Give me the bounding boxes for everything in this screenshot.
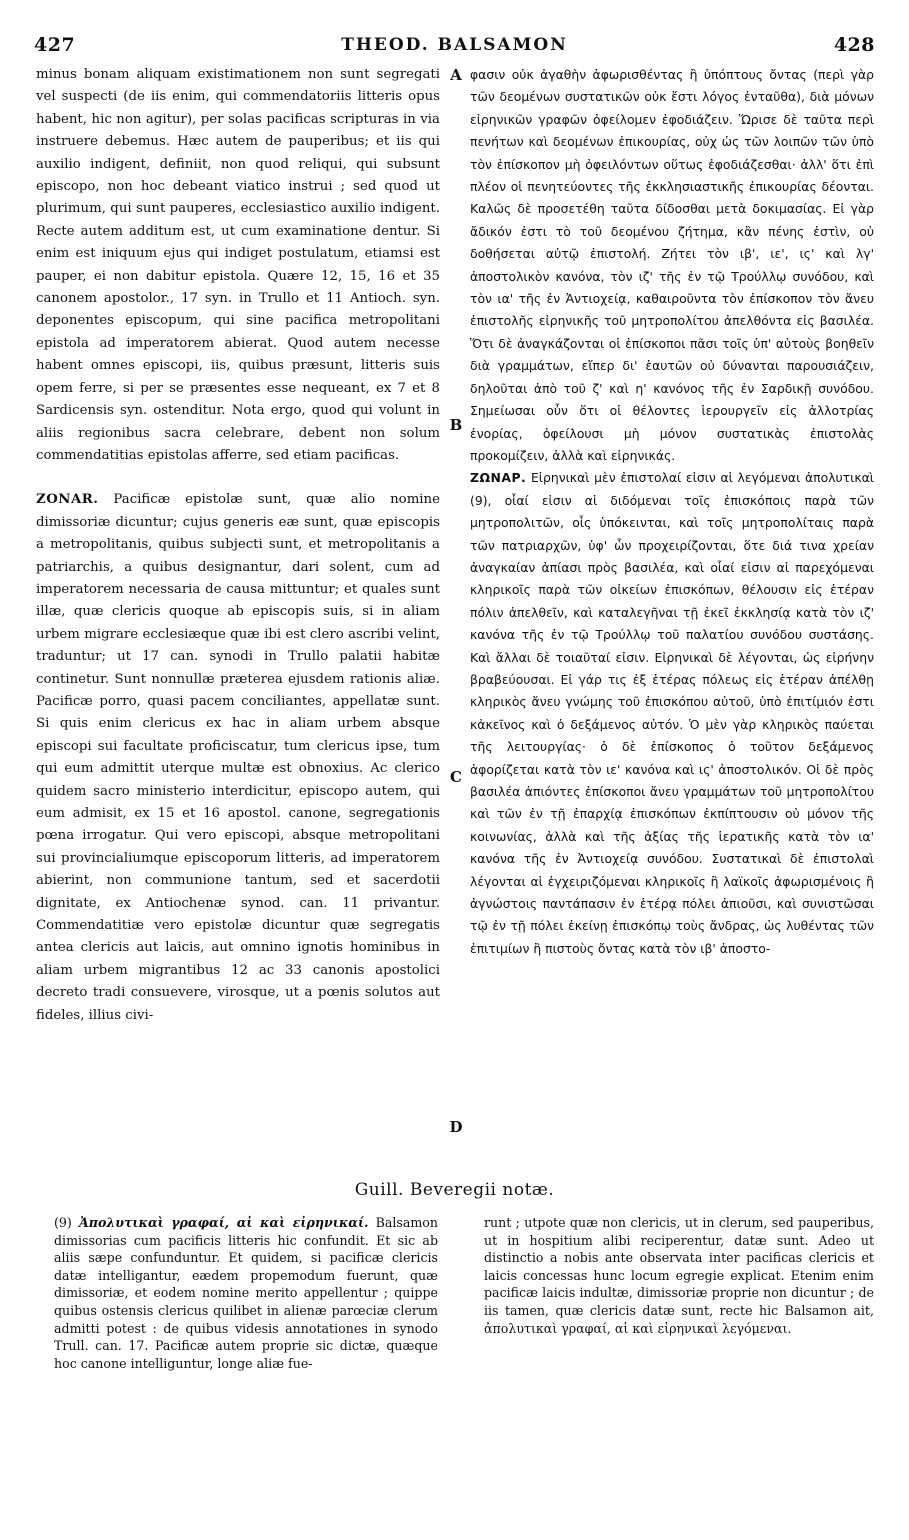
page-number-right: 428: [833, 34, 875, 56]
greek-column: [470, 64, 874, 960]
latin-zonaras-lead: ZONAR.: [36, 492, 99, 508]
greek-zonaras-lead: ΖΩΝΑΡ.: [470, 470, 527, 486]
notes-left-column: [54, 1214, 438, 1372]
running-head: [34, 34, 875, 58]
greek-paragraph-1: φασιν οὐκ ἀγαθὴν ἀφωρισθέντας ἢ ὑπόπτους ὄντας (περὶ γὰρ τῶν δεομένων συστατικῶν οὐκ ἔστι λόγος ἐνταῦθα), διὰ μόνων εἰρηνικῶν γραφῶν ὀφείλομεν ἐφοδιάζειν. Ὥρισε δὲ ταῦτα περὶ πενήτων καὶ δεομένων ἐπικουρίας, οὐχ ὡς τῶν λοιπῶν τῶν ὑπὸ τὸν ἐπίσκοπον μὴ ὀφειλόντων οὕτως ἐφοδιάζεσθαι· ἀλλ' ὅτι ἐπὶ πλέον οἱ πενητεύοντες τῆς ἐκκλησιαστικῆς ἐπικουρίας δέονται. Καλῶς δὲ προσετέθη ταῦτα δίδοσθαι μετὰ δοκιμασίας. Εἰ γὰρ ἄδικόν ἐστι τὸ τοῦ δεομένου ζήτημα, κἂν πένης ἐστὶν, οὐ δοθήσεται αὐτῷ ἐπιστολή. Ζήτει τὸν ιβ', ιε', ις' καὶ λγ' ἀποστολικὸν κανόνα, τὸν ιζ' τῆς ἐν τῷ Τρούλλῳ συνόδου, καὶ τὸν ια' τῆς ἐν Ἀντιοχείᾳ, καθαιροῦντα τὸν ἐπίσκοπον τὸν ἄνευ ἐπιστολῆς εἰρηνικῆς τοῦ μητροπολίτου ἀπελθόντα εἰς βασιλέα. Ὅτι δὲ ἀναγκάζονται οἱ ἐπίσκοποι πᾶσι τοῖς ὑπ' αὐτοὺς βοηθεῖν διὰ γραμμάτων, εἴπερ δι' ἑαυτῶν οὐ δύνανται παρουσιάζειν, δηλοῦται ἀπὸ τοῦ ζ' καὶ η' κανόνος τῆς ἐν Σαρδικῇ συνόδου. Σημείωσαι οὖν ὅτι οἱ θέλοντες ἱερουργεῖν εἰς ἀλλοτρίας ἐνορίας, ὀφείλουσι μὴ μόνον συστατικὰς ἐπιστολὰς προκομίζειν, ἀλλὰ καὶ εἰρηνικάς.: [470, 67, 874, 463]
margin-marker-c: C: [450, 768, 462, 786]
notes-heading: Guill. Beveregii notæ.: [354, 1180, 555, 1200]
margin-marker-b: B: [449, 416, 463, 434]
greek-paragraph-2-text: Εἰρηνικαὶ μὲν ἐπιστολαί εἰσιν αἱ λεγόμεναι ἀπολυτικαὶ (9), οἷαί εἰσιν αἱ διδόμεναι τοῖς ἐπισκόποις παρὰ τῶν μητροπολιτῶν, οἷς ὑπόκεινται, καὶ τοῖς μητροπολίταις παρὰ τῶν πατριαρχῶν, ὑφ' ὧν προχειρίζονται, ὅτε διά τινα χρείαν ἀναγκαίαν ἀπίασι πρὸς βασιλέα, καὶ οἷαί εἰσιν αἱ παρεχόμεναι κληρικοῖς παρὰ τῶν οἰκείων ἐπισκόπων, θέλουσιν εἰς ἑτέραν πόλιν ἀπελθεῖν, καὶ καταλεγῆναι τῇ ἐκεῖ ἐκκλησίᾳ κατὰ τὸν ιζ' κανόνα τῆς ἐν τῷ Τρούλλῳ τοῦ παλατίου συνόδου συστάσης. Καὶ ἄλλαι δὲ τοιαῦταί εἰσιν. Εἰρηνικαὶ δὲ λέγονται, ὡς εἰρήνην βραβεύουσαι. Εἰ γάρ τις ἐξ ἑτέρας πόλεως εἰς ἑτέραν ἀπέλθῃ κληρικὸς ἄνευ γνώμης τοῦ ἐπισκόπου αὐτοῦ, ὑπὸ ἐπιτίμιόν ἐστι κἀκεῖνος καὶ ὁ δεξάμενος αὐτόν. Ὁ μὲν γὰρ κληρικὸς παύεται τῆς λειτουργίας· ὁ δὲ ἐπίσκοπος ὁ τοῦτον δεξάμενος ἀφορίζεται κατὰ τὸν ιε' κανόνα καὶ ις' ἀποστολικόν. Οἱ δὲ πρὸς βασιλέα ἀπιόντες ἐπίσκοποι ἄνευ γραμμάτων τοῦ μητροπολίτου καὶ τῶν ἐν τῇ ἐπαρχίᾳ ἐπισκόπων ἐκπίπτουσιν οὐ μόνον τῆς κοινωνίας, ἀλλὰ καὶ τῆς ἀξίας τῆς ἱερατικῆς κατὰ τὸν ια' κανόνα τῆς ἐν Ἀντιοχείᾳ συνόδου. Συστατικαὶ δὲ ἐπιστολαὶ λέγονται αἱ ἐγχειριζόμεναι κληρικοῖς ἢ λαϊκοῖς ἀφωρισμένοις ἢ ἀγνώστοις παντάπασιν ἐν ἑτέρᾳ πόλει ἀπιοῦσι, καὶ συνιστῶσαι τῷ ἐν τῇ πόλει ἐκείνῃ ἐπισκόπῳ τοὺς ἄνδρας, ὡς λυθέντας τῶν ἐπιτιμίων ἢ πιστοὺς ὄντας κατὰ τὸν ιβ' ἀποστο-: [470, 470, 874, 956]
note-right-text: runt ; utpote quæ non clericis, ut in clerum, sed pauperibus, ut in hospitium alibi reciperentur, datæ sunt. Adeo ut distinctio a nobis ante observata inter pacificas clericis et laicis concessas hunc locum egregie explicat. Etenim enim pacificæ laicis indultæ, dimissoriæ proprie non dicuntur ; de iis tamen, quæ clericis datæ sunt, recte hic Balsamon ait, ἀπολυτικαὶ γραφαί, αἱ καὶ εἰρηνικαὶ λεγόμεναι.: [484, 1215, 874, 1336]
note-number: (9): [54, 1215, 72, 1230]
note-9: [54, 1214, 438, 1372]
running-title: THEOD. BALSAMON: [341, 35, 568, 55]
note-left-text: Balsamon dimissorias cum pacificis litteris hic confundit. Et sic ab aliis sæpe confunduntur. Et quidem, si pacificæ clericis datæ intelligantur, eædem propemodum fuerunt, quæ dimissoriæ, et eodem nomine merito appellentur ; quippe quibus ostensis clericus quilibet in alienæ parœciæ clerum admitti potest : de quibus videsis annotationes in synodo Trull. can. 17. Pacificæ autem proprie sic dictæ, quæque hoc canone intelliguntur, longe aliæ fue-: [54, 1215, 438, 1371]
margin-marker-d: D: [449, 1118, 463, 1136]
greek-paragraph-2: [470, 467, 874, 960]
note-lemma: Ἀπολυτικαὶ γραφαί, αἱ καὶ εἰρηνικαί.: [78, 1215, 369, 1230]
notes-right-column: [484, 1214, 874, 1337]
margin-marker-a: A: [450, 66, 462, 84]
page-number-left: 427: [34, 34, 76, 56]
latin-column: [36, 64, 440, 1027]
latin-paragraph-2-text: Pacificæ epistolæ sunt, quæ alio nomine dimissoriæ dicuntur; cujus generis eæ sunt, quæ episcopis a metropolitanis, quibus subjecti sunt, et metropolitanis a patriarchis, a quibus designantur, dari solent, cum ad imperatorem necessaria de causa mittuntur; et quales sunt illæ, quæ clericis quoque ab episcopis suis, si in aliam urbem migrare ecclesiæque quæ ibi est clero ascribi velint, traduntur; ut 17 can. synodi in Trullo palatii habitæ continetur. Sunt nonnullæ præterea ejusdem rationis aliæ. Pacificæ porro, quasi pacem conciliantes, appellatæ sunt. Si quis enim clericus ex hac in aliam urbem absque episcopi sui facultate proficiscatur, tum clericus ipse, tum qui eum admittit uterque multæ est obnoxius. Ac clerico quidem sacro ministerio interdicitur, episcopo autem, qui eum admisit, ex 15 et 16 apostol. canone, segregationis pœna irrogatur. Qui vero episcopi, absque metropolitani sui provincialiumque episcoporum litteris, ad imperatorem abierint, non communione tantum, sed et sacerdotii dignitate, ex Antiochenæ synod. can. 11 privantur. Commendatitiæ vero epistolæ dicuntur quæ segregatis antea clericis aut laicis, aut omnino ignotis hominibus in aliam urbem migrantibus 12 ac 33 canonis apostolici decreto tradi consuevere, virosque, ut a pœnis solutos aut fideles, illius civi-: [36, 492, 440, 1023]
latin-paragraph-1: minus bonam aliquam existimationem non sunt segregati vel suspecti (de iis enim, qui commendatoriis litteris opus habent, hic non agitur), per solas pacificas scripturas in via instruere debemus. Hæc autem de pauperibus; et iis qui auxilio indigent, definiit, non quod reliqui, qui subsunt episcopo, non hoc debeant viatico instrui ; sed quod ut plurimum, qui sunt pauperes, ecclesiastico auxilio indigent. Recte autem additum est, ut cum examinatione dentur. Si enim est iniquum ejus qui indiget postulatum, etiamsi est pauper, ei non dabitur epistola. Quære 12, 15, 16 et 35 canonem apostolor., 17 syn. in Trullo et 11 Antioch. syn. deponentes episcopum, qui sine pacifica metropolitani epistola ad imperatorem abierat. Quod autem necesse habent omnes episcopi, iis, quibus præsunt, litteris suis opem ferre, si per se præsentes esse nequeant, ex 7 et 8 Sardicensis syn. ostenditur. Nota ergo, quod qui volunt in aliis regionibus sacra celebrare, debent non solum commendatitias epistolas afferre, sed etiam pacificas.: [36, 67, 440, 463]
latin-paragraph-2: [36, 489, 440, 1027]
